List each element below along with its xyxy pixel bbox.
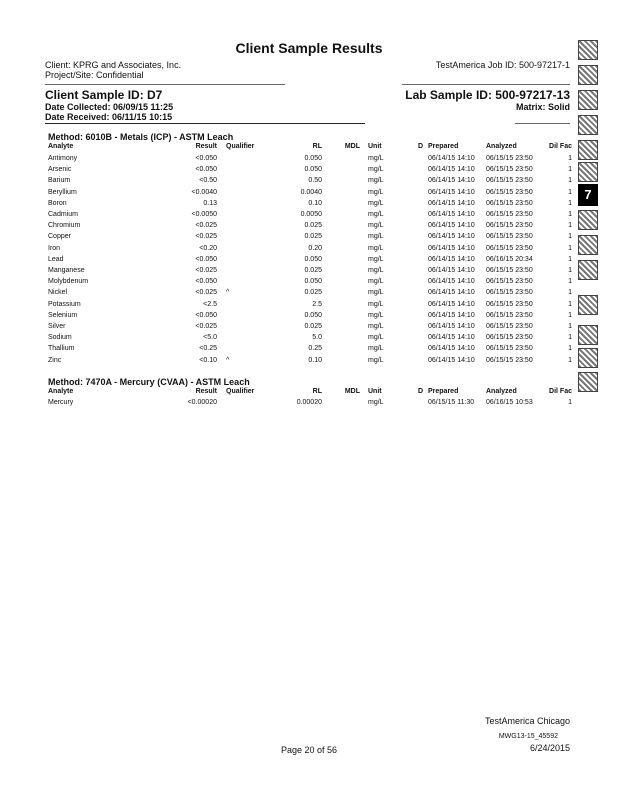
rl-cell: 0.10 (308, 199, 322, 207)
col-analyte: Analyte (48, 388, 74, 395)
prepared-cell: 06/15/15 11:30 (428, 399, 475, 406)
dil-fac-cell: 1 (568, 278, 572, 286)
unit-cell: mg/L (368, 334, 384, 342)
analyte-cell: Silver (48, 323, 66, 330)
prepared-cell: 06/14/15 14:10 (428, 311, 475, 319)
dil-fac-cell: 1 (568, 233, 572, 241)
unit-cell: mg/L (368, 255, 384, 263)
table-row (48, 222, 572, 233)
col-qualifier: Qualifier (226, 143, 255, 150)
analyte-cell: Iron (48, 244, 61, 252)
rl-cell: 0.025 (304, 323, 322, 330)
prepared-cell: 06/14/15 14:10 (428, 155, 475, 162)
client-sample-id: Client Sample ID: D7 (45, 88, 163, 102)
analyte-cell: Manganese (48, 267, 85, 274)
col-prepared: Prepared (428, 388, 459, 395)
result-cell: <0.025 (195, 323, 217, 330)
table-row (48, 334, 572, 345)
analyzed-cell: 06/15/15 23:50 (486, 278, 533, 286)
prepared-cell: 06/14/15 14:10 (428, 244, 475, 252)
dil-fac-cell: 1 (568, 188, 572, 196)
tab-marker-icon (578, 90, 598, 110)
analyzed-cell: 06/15/15 23:50 (486, 166, 533, 174)
divider (45, 123, 365, 124)
dil-fac-cell: 1 (568, 199, 572, 207)
lab-name: TestAmerica Chicago (484, 716, 570, 726)
result-cell: <0.025 (195, 233, 217, 241)
col-dil-fac: Dil Fac (549, 143, 572, 150)
analyzed-cell: 06/15/15 23:50 (486, 334, 533, 342)
dil-fac-cell: 1 (568, 311, 572, 319)
table-row (48, 301, 572, 312)
table-row (48, 189, 572, 200)
analyzed-cell: 06/15/15 23:50 (486, 311, 533, 319)
dil-fac-cell: 1 (568, 345, 572, 353)
unit-cell: mg/L (368, 211, 384, 218)
matrix: Matrix: Solid (515, 102, 570, 112)
prepared-cell: 06/14/15 14:10 (428, 345, 475, 353)
tab-marker-icon (578, 372, 598, 392)
tab-marker-icon (578, 210, 598, 230)
dil-fac-cell: 1 (568, 334, 572, 342)
result-cell: <0.050 (195, 311, 217, 319)
result-cell: <0.050 (195, 166, 217, 174)
dil-fac-cell: 1 (568, 177, 572, 185)
col-qualifier: Qualifier (226, 388, 255, 395)
date-collected: Date Collected: 06/09/15 11:25 (45, 102, 174, 112)
result-cell: <0.25 (199, 345, 217, 353)
col-d: D (418, 143, 424, 150)
result-cell: <0.050 (195, 278, 217, 286)
unit-cell: mg/L (368, 323, 384, 330)
analyte-cell: Arsenic (48, 166, 72, 174)
unit-cell: mg/L (368, 311, 384, 319)
rl-cell: 0.50 (308, 177, 322, 185)
dil-fac-cell: 1 (568, 356, 572, 364)
analyte-cell: Cadmium (48, 211, 78, 218)
rl-cell: 0.10 (308, 356, 322, 364)
rl-cell: 0.050 (304, 278, 322, 286)
analyte-cell: Zinc (48, 356, 62, 364)
section-tab-number: 7 (578, 184, 598, 206)
rl-cell: 0.050 (304, 255, 322, 263)
tab-marker-icon (578, 260, 598, 280)
prepared-cell: 06/14/15 14:10 (428, 177, 475, 185)
prepared-cell: 06/14/15 14:10 (428, 199, 475, 207)
prepared-cell: 06/14/15 14:10 (428, 323, 475, 330)
col-mdl: MDL (344, 388, 360, 395)
tab-marker-icon (578, 40, 598, 60)
rl-cell: 0.050 (304, 311, 322, 319)
prepared-cell: 06/14/15 14:10 (428, 278, 475, 286)
divider (515, 123, 570, 124)
analyzed-cell: 06/15/15 23:50 (486, 155, 533, 162)
result-cell: <0.20 (199, 244, 217, 252)
analyte-cell: Copper (48, 233, 71, 241)
tab-marker-icon (578, 140, 598, 160)
rl-cell: 0.050 (304, 155, 322, 162)
dil-fac-cell: 1 (568, 222, 572, 230)
result-cell: <0.0040 (191, 188, 217, 196)
analyte-cell: Molybdenum (48, 278, 89, 286)
unit-cell: mg/L (368, 289, 384, 297)
col-dil-fac: Dil Fac (549, 388, 572, 395)
dil-fac-cell: 1 (568, 255, 572, 263)
unit-cell: mg/L (368, 300, 384, 308)
result-cell: <5.0 (203, 334, 217, 342)
unit-cell: mg/L (368, 188, 384, 196)
prepared-cell: 06/14/15 14:10 (428, 255, 475, 263)
rl-cell: 0.20 (308, 244, 322, 252)
dil-fac-cell: 1 (568, 300, 572, 308)
method-title: Method: 7470A - Mercury (CVAA) - ASTM Leach (48, 377, 250, 387)
result-cell: <0.10 (199, 356, 217, 364)
unit-cell: mg/L (368, 345, 384, 353)
result-cell: <0.050 (195, 155, 217, 162)
prepared-cell: 06/14/15 14:10 (428, 166, 475, 174)
result-cell: <0.025 (195, 267, 217, 274)
col-analyte: Analyte (48, 143, 74, 150)
result-cell: <0.025 (195, 289, 217, 297)
rl-cell: 0.025 (304, 289, 322, 297)
prepared-cell: 06/14/15 14:10 (428, 222, 475, 230)
table-row (48, 289, 572, 300)
prepared-cell: 06/14/15 14:10 (428, 289, 475, 297)
dil-fac-cell: 1 (568, 211, 572, 218)
analyzed-cell: 06/15/15 23:50 (486, 199, 533, 207)
prepared-cell: 06/14/15 14:10 (428, 233, 475, 241)
analyte-cell: Sodium (48, 334, 72, 342)
job-id: TestAmerica Job ID: 500-97217-1 (435, 60, 570, 70)
page-number: Page 20 of 56 (280, 745, 338, 755)
tab-marker-icon (578, 115, 598, 135)
analyzed-cell: 06/15/15 23:50 (486, 211, 533, 218)
analyte-cell: Boron (48, 199, 67, 207)
unit-cell: mg/L (368, 166, 384, 174)
analyte-cell: Chromium (48, 222, 81, 230)
unit-cell: mg/L (368, 399, 384, 406)
analyzed-cell: 06/15/15 23:50 (486, 188, 533, 196)
prepared-cell: 06/14/15 14:10 (428, 188, 475, 196)
analyte-cell: Barium (48, 177, 71, 185)
dil-fac-cell: 1 (568, 399, 572, 406)
analyte-cell: Antimony (48, 155, 78, 162)
unit-cell: mg/L (368, 199, 384, 207)
rl-cell: 0.0050 (300, 211, 322, 218)
result-cell: <0.0050 (191, 211, 217, 218)
analyte-cell: Beryllium (48, 188, 77, 196)
tab-marker-icon (578, 325, 598, 345)
lab-sample-id: Lab Sample ID: 500-97217-13 (405, 88, 570, 102)
rl-cell: 0.050 (304, 166, 322, 174)
dil-fac-cell: 1 (568, 166, 572, 174)
column-header-row (48, 143, 572, 154)
prepared-cell: 06/14/15 14:10 (428, 334, 475, 342)
column-header-row (48, 388, 572, 399)
analyzed-cell: 06/15/15 23:50 (486, 177, 533, 185)
unit-cell: mg/L (368, 233, 384, 241)
divider (45, 84, 285, 85)
col-mdl: MDL (344, 143, 360, 150)
col-analyzed: Analyzed (486, 143, 517, 150)
col-prepared: Prepared (428, 143, 459, 150)
result-cell: <2.5 (203, 300, 217, 308)
tab-marker-icon (578, 65, 598, 85)
col-result: Result (195, 388, 217, 395)
client-name: Client: KPRG and Associates, Inc. (45, 60, 182, 70)
unit-cell: mg/L (368, 356, 384, 364)
table-row (48, 233, 572, 244)
analyte-cell: Thallium (48, 345, 75, 353)
dil-fac-cell: 1 (568, 244, 572, 252)
analyzed-cell: 06/15/15 23:50 (486, 323, 533, 330)
analyzed-cell: 06/15/15 23:50 (486, 289, 533, 297)
report-date: 6/24/2015 (529, 743, 570, 753)
analyzed-cell: 06/15/15 23:50 (486, 356, 533, 364)
unit-cell: mg/L (368, 278, 384, 286)
prepared-cell: 06/14/15 14:10 (428, 356, 475, 364)
col-analyzed: Analyzed (486, 388, 517, 395)
analyzed-cell: 06/16/15 20:34 (486, 255, 533, 263)
table-row (48, 312, 572, 323)
prepared-cell: 06/14/15 14:10 (428, 211, 475, 218)
table-row (48, 211, 572, 222)
dil-fac-cell: 1 (568, 155, 572, 162)
rl-cell: 0.025 (304, 222, 322, 230)
analyzed-cell: 06/15/15 23:50 (486, 233, 533, 241)
qualifier-cell: ^ (226, 289, 230, 297)
col-d: D (418, 388, 424, 395)
analyzed-cell: 06/15/15 23:50 (486, 222, 533, 230)
result-cell: <0.00020 (187, 399, 217, 406)
unit-cell: mg/L (368, 244, 384, 252)
analyzed-cell: 06/15/15 23:50 (486, 267, 533, 274)
table-row (48, 323, 572, 334)
table-row (48, 200, 572, 211)
table-row (48, 399, 572, 410)
table-row (48, 177, 572, 188)
dil-fac-cell: 1 (568, 289, 572, 297)
rl-cell: 0.025 (304, 267, 322, 274)
unit-cell: mg/L (368, 155, 384, 162)
analyzed-cell: 06/16/15 10:53 (486, 399, 533, 406)
analyte-cell: Selenium (48, 311, 78, 319)
table-row (48, 256, 572, 267)
divider (402, 84, 570, 85)
date-received: Date Received: 06/11/15 10:15 (45, 112, 173, 122)
col-result: Result (195, 143, 217, 150)
col-unit: Unit (368, 143, 382, 150)
rl-cell: 0.25 (308, 345, 322, 353)
prepared-cell: 06/14/15 14:10 (428, 267, 475, 274)
rl-cell: 2.5 (312, 300, 322, 308)
table-row (48, 278, 572, 289)
table-row (48, 155, 572, 166)
dil-fac-cell: 1 (568, 323, 572, 330)
unit-cell: mg/L (368, 267, 384, 274)
prepared-cell: 06/14/15 14:10 (428, 300, 475, 308)
document-code: MWG13-15_45592 (498, 733, 558, 740)
table-row (48, 357, 572, 368)
result-cell: 0.13 (203, 199, 217, 207)
dil-fac-cell: 1 (568, 267, 572, 274)
unit-cell: mg/L (368, 222, 384, 230)
result-cell: <0.50 (199, 177, 217, 185)
analyte-cell: Potassium (48, 300, 81, 308)
tab-marker-icon (578, 295, 598, 315)
qualifier-cell: ^ (226, 356, 230, 364)
table-row (48, 267, 572, 278)
col-rl: RL (312, 388, 322, 395)
tab-marker-icon (578, 235, 598, 255)
col-rl: RL (312, 143, 322, 150)
analyte-cell: Nickel (48, 289, 68, 297)
result-cell: <0.025 (195, 222, 217, 230)
table-row (48, 345, 572, 356)
page-title: Client Sample Results (235, 40, 383, 56)
project-site: Project/Site: Confidential (45, 70, 144, 80)
tab-marker-icon (578, 348, 598, 368)
rl-cell: 0.0040 (300, 188, 322, 196)
analyte-cell: Mercury (48, 399, 74, 406)
tab-marker-icon (578, 162, 598, 182)
analyzed-cell: 06/15/15 23:50 (486, 300, 533, 308)
table-row (48, 166, 572, 177)
analyzed-cell: 06/15/15 23:50 (486, 345, 533, 353)
result-cell: <0.050 (195, 255, 217, 263)
analyte-cell: Lead (48, 255, 64, 263)
rl-cell: 0.00020 (296, 399, 322, 406)
rl-cell: 5.0 (312, 334, 322, 342)
method-title: Method: 6010B - Metals (ICP) - ASTM Leach (48, 132, 234, 142)
table-row (48, 245, 572, 256)
analyzed-cell: 06/15/15 23:50 (486, 244, 533, 252)
col-unit: Unit (368, 388, 382, 395)
unit-cell: mg/L (368, 177, 384, 185)
rl-cell: 0.025 (304, 233, 322, 241)
